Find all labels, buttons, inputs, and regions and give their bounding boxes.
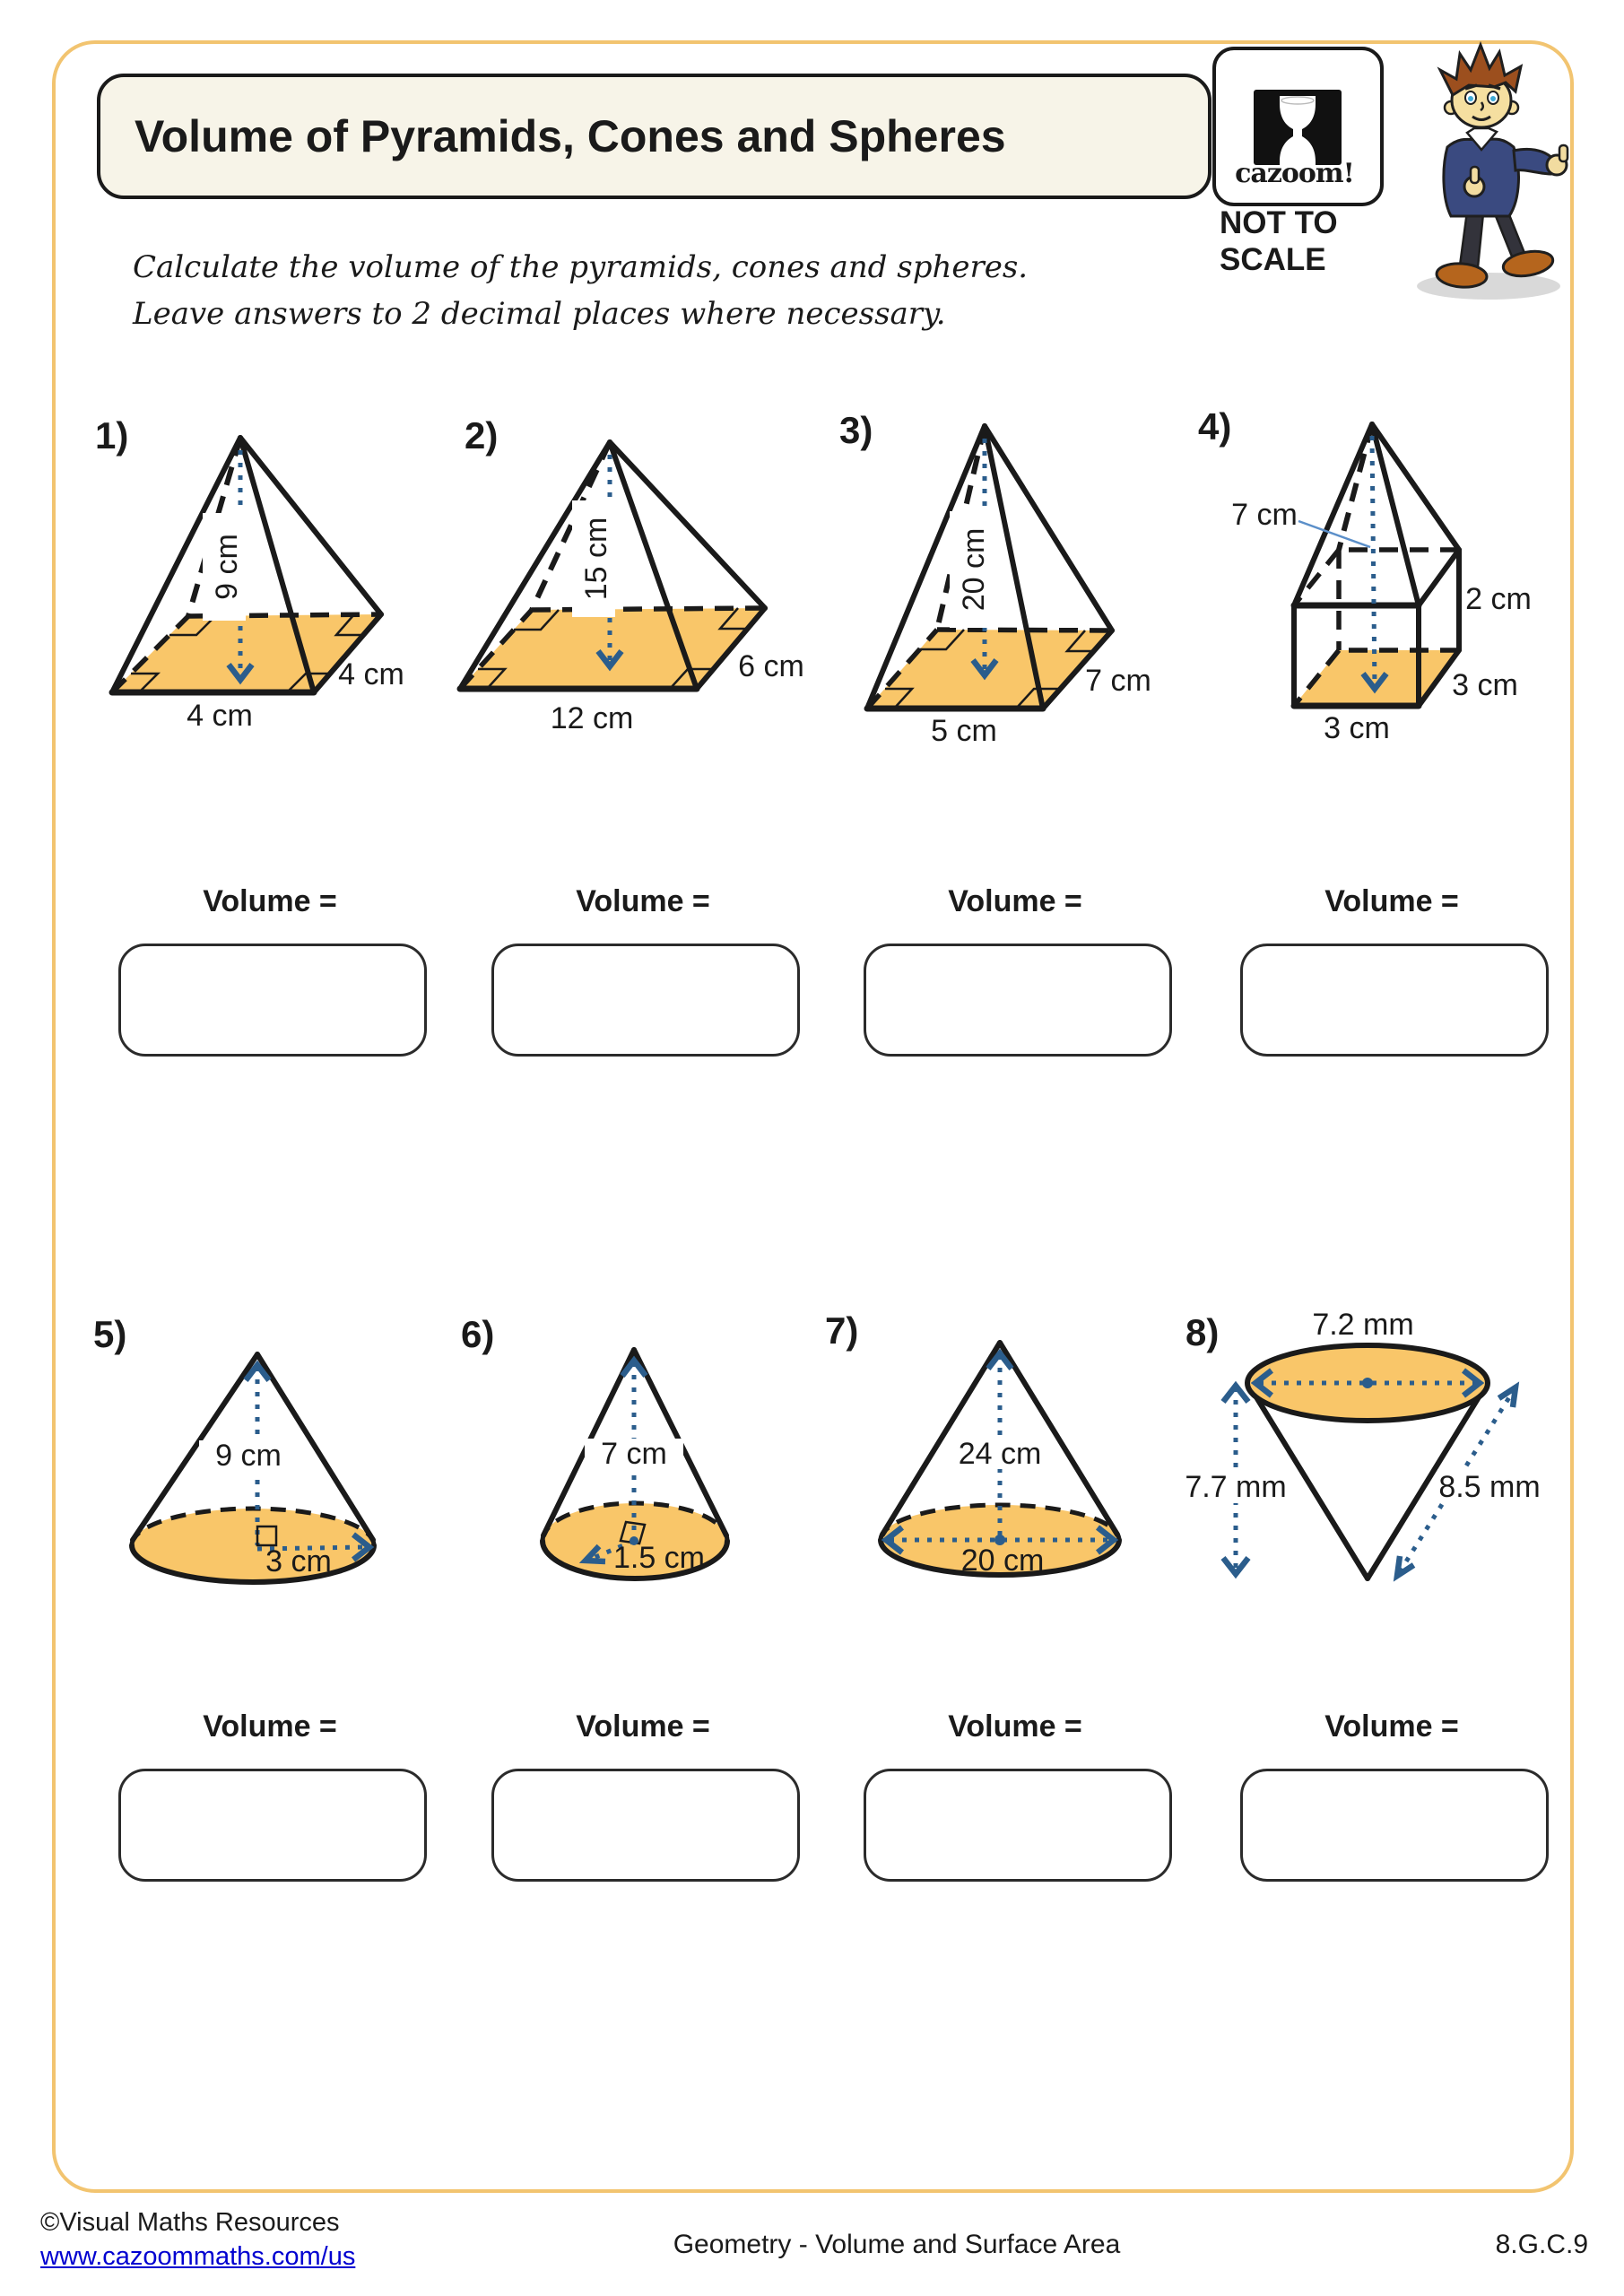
page-title: Volume of Pyramids, Cones and Spheres <box>135 111 1006 161</box>
problem-7-number: 7) <box>825 1309 859 1352</box>
height-label: 24 cm <box>958 1437 1042 1471</box>
problem-5-number: 5) <box>93 1313 127 1355</box>
up-arrow-icon <box>1223 1386 1248 1402</box>
height-label: 9 cm <box>215 1439 282 1473</box>
problem-4-number: 4) <box>1198 405 1232 448</box>
problem-6-number: 6) <box>461 1313 495 1355</box>
volume-label-4: Volume = <box>1324 884 1459 918</box>
answer-box-8[interactable] <box>1240 1769 1549 1882</box>
problem-1-number: 1) <box>95 414 129 457</box>
height-label: 20 cm <box>957 527 991 612</box>
depth-label: 4 cm <box>338 657 404 691</box>
problem-4-diagram <box>1202 404 1596 789</box>
width-label: 3 cm <box>1324 711 1390 745</box>
mascot-pupil <box>1468 96 1473 101</box>
footer-copyright: ©Visual Maths Resources <box>40 2208 340 2237</box>
height-label: 7.7 mm <box>1185 1470 1287 1504</box>
height-label: 9 cm <box>210 534 244 600</box>
problem-3-diagram <box>807 404 1202 780</box>
diameter-label: 20 cm <box>960 1544 1045 1578</box>
mascot-illustration <box>1388 32 1581 301</box>
height-label-group <box>203 513 246 621</box>
not-to-scale-note: NOT TO SCALE <box>1220 205 1338 277</box>
radius-label: 3 cm <box>265 1544 332 1578</box>
answer-box-3[interactable] <box>864 944 1172 1057</box>
pyramid-shape <box>112 438 381 692</box>
height-label: 15 cm <box>579 517 613 601</box>
volume-label-3: Volume = <box>948 884 1082 918</box>
depth-label: 6 cm <box>738 649 804 683</box>
volume-label-5: Volume = <box>203 1709 337 1744</box>
height-label: 7 cm <box>601 1437 667 1471</box>
problem-5-diagram <box>81 1309 421 1686</box>
cazoom-logo-text: cazoom! <box>1235 158 1354 189</box>
mascot-leg <box>1460 212 1483 267</box>
problem-2-diagram <box>439 413 816 771</box>
volume-label-7: Volume = <box>948 1709 1082 1744</box>
footer-topic: Geometry - Volume and Surface Area <box>673 2230 1121 2259</box>
height-dimension-line <box>1372 436 1375 689</box>
label-pointer-line <box>1298 521 1370 547</box>
width-label: 4 cm <box>187 699 253 733</box>
footer-link[interactable]: www.cazoommaths.com/us <box>40 2242 356 2271</box>
problem-7-diagram <box>843 1300 1193 1686</box>
answer-box-4[interactable] <box>1240 944 1549 1057</box>
answer-box-7[interactable] <box>864 1769 1172 1882</box>
answer-box-2[interactable] <box>491 944 800 1057</box>
problem-2-number: 2) <box>465 414 499 457</box>
height-label-group <box>572 500 615 617</box>
volume-label-2: Volume = <box>576 884 710 918</box>
diameter-label: 7.2 mm <box>1312 1308 1414 1342</box>
volume-label-1: Volume = <box>203 884 337 918</box>
problem-8-number: 8) <box>1185 1311 1220 1353</box>
answer-box-5[interactable] <box>118 1769 427 1882</box>
problem-8-diagram <box>1166 1300 1596 1686</box>
volume-label-8: Volume = <box>1324 1709 1459 1744</box>
height-label-group <box>950 511 993 628</box>
volume-label-6: Volume = <box>576 1709 710 1744</box>
answer-box-6[interactable] <box>491 1769 800 1882</box>
problem-3-number: 3) <box>839 409 873 451</box>
cuboid-height-label: 2 cm <box>1465 582 1532 616</box>
radius-label: 1.5 cm <box>612 1541 706 1575</box>
center-dot <box>1362 1378 1373 1388</box>
title-box <box>97 74 1211 199</box>
footer-standard-code: 8.G.C.9 <box>1495 2230 1588 2259</box>
cazoom-drum-icon <box>1254 90 1342 165</box>
mascot-pupil <box>1490 96 1496 101</box>
answer-box-1[interactable] <box>118 944 427 1057</box>
problem-6-diagram <box>475 1309 816 1686</box>
width-label: 12 cm <box>550 701 634 735</box>
height-label: 7 cm <box>1231 498 1298 532</box>
depth-label: 3 cm <box>1452 668 1518 702</box>
mascot-thumb <box>1559 145 1568 161</box>
instruction-line-1: Calculate the volume of the pyramids, cones and spheres. <box>133 249 1029 285</box>
instruction-line-2: Leave answers to 2 decimal places where necessary. <box>133 296 946 332</box>
slant-label: 8.5 mm <box>1438 1470 1541 1504</box>
problem-1-diagram <box>90 413 430 771</box>
mascot-thumb <box>1471 167 1479 183</box>
depth-label: 7 cm <box>1085 664 1151 698</box>
width-label: 5 cm <box>931 714 997 748</box>
